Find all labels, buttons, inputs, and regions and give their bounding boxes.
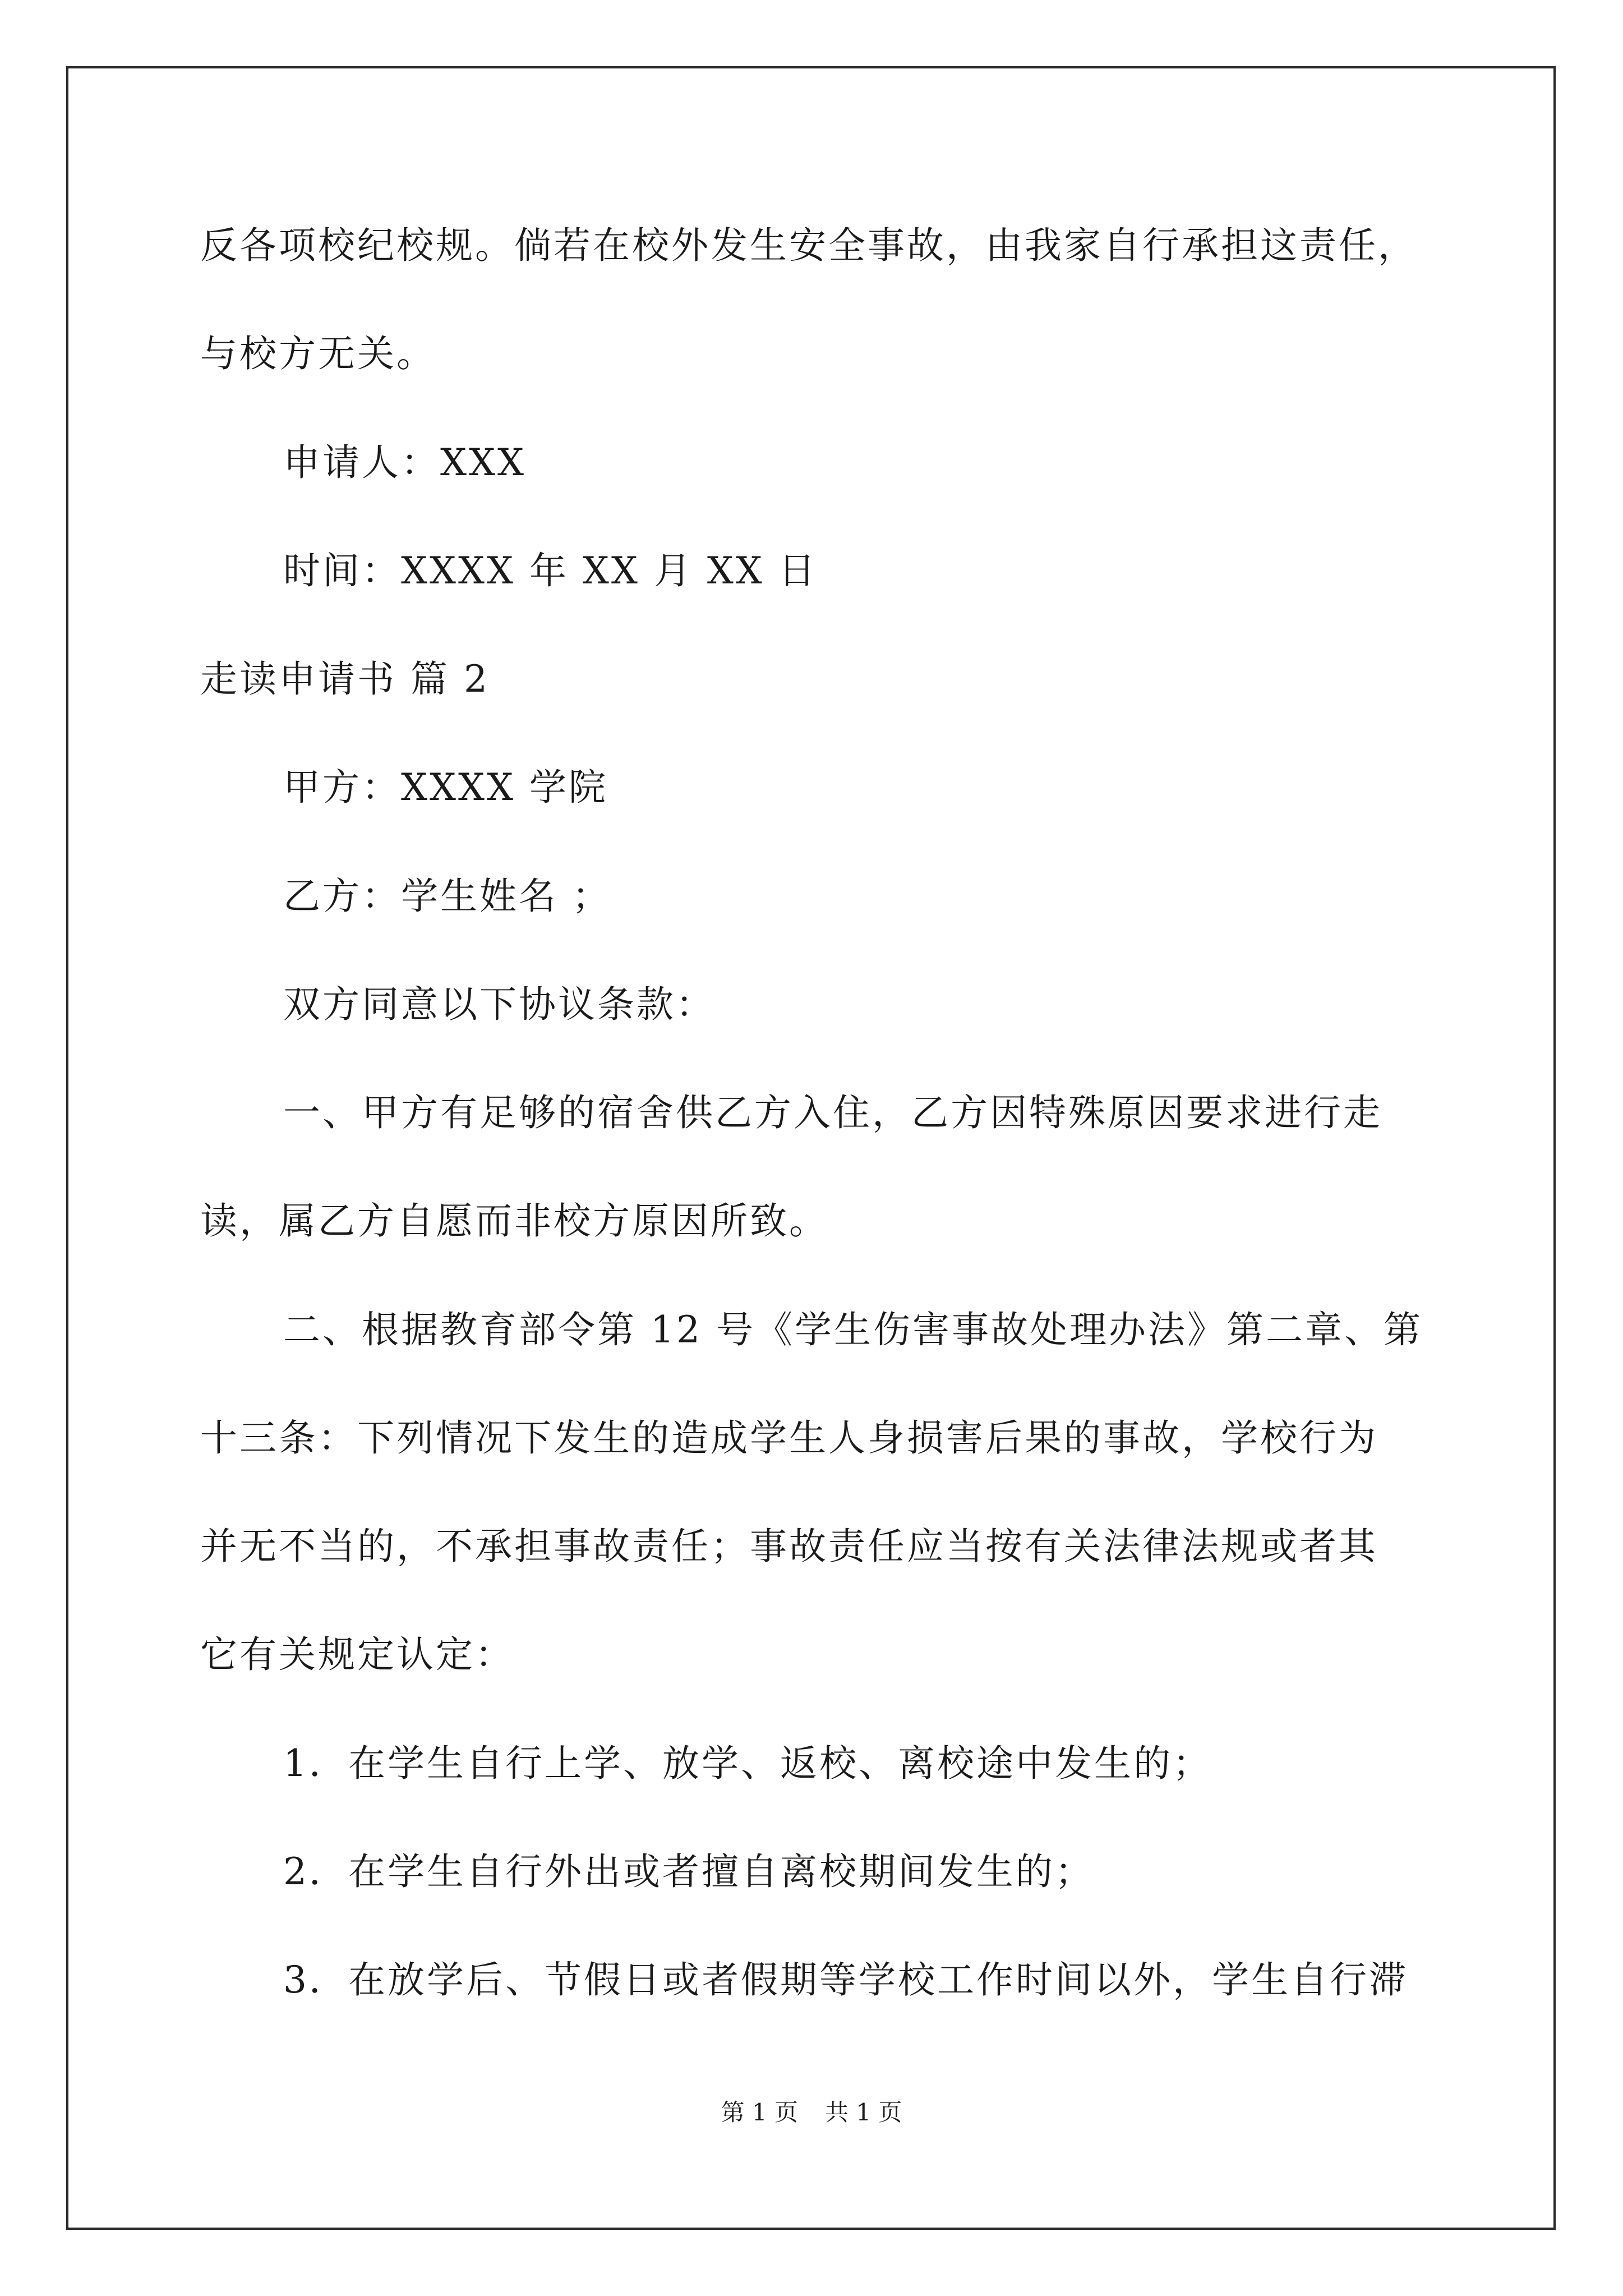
clause-1-line: 一、甲方有足够的宿舍供乙方入住，乙方因特殊原因要求进行走 [283,1091,1382,1134]
applicant-line: 申请人：XXX [283,441,526,484]
page-border [66,66,1556,2230]
section-heading: 走读申请书 篇 2 [200,657,490,701]
party-b-line: 乙方：学生姓名 ； [283,875,611,918]
party-a-line: 甲方：XXXX 学院 [283,766,608,809]
clause-2-line: 并无不当的，不承担事故责任；事故责任应当按有关法律法规或者其 [200,1525,1378,1568]
clause-1-line: 读，属乙方自愿而非校方原因所致。 [200,1199,828,1243]
agreement-intro: 双方同意以下协议条款： [283,983,715,1026]
paragraph-line: 反各项校纪校规。倘若在校外发生安全事故，由我家自行承担这责任， [200,224,1417,267]
clause-2-line: 它有关规定认定： [200,1633,514,1676]
page-footer [0,2096,1623,2129]
clause-2-line: 二、根据教育部令第 12 号《学生伤害事故处理办法》第二章、第 [283,1308,1423,1351]
page-total: 共 1 页 [825,2099,902,2126]
list-item: 3．在放学后、节假日或者假期等学校工作时间以外，学生自行滞 [283,1958,1408,2001]
list-item: 2．在学生自行外出或者擅自离校期间发生的； [283,1850,1094,1893]
page-number: 第 1 页 [721,2099,798,2126]
date-line: 时间：XXXX 年 XX 月 XX 日 [283,549,818,592]
paragraph-line: 与校方无关。 [200,332,436,375]
clause-2-line: 十三条：下列情况下发生的造成学生人身损害后果的事故，学校行为 [200,1416,1378,1460]
list-item: 1．在学生自行上学、放学、返校、离校途中发生的； [283,1742,1212,1785]
